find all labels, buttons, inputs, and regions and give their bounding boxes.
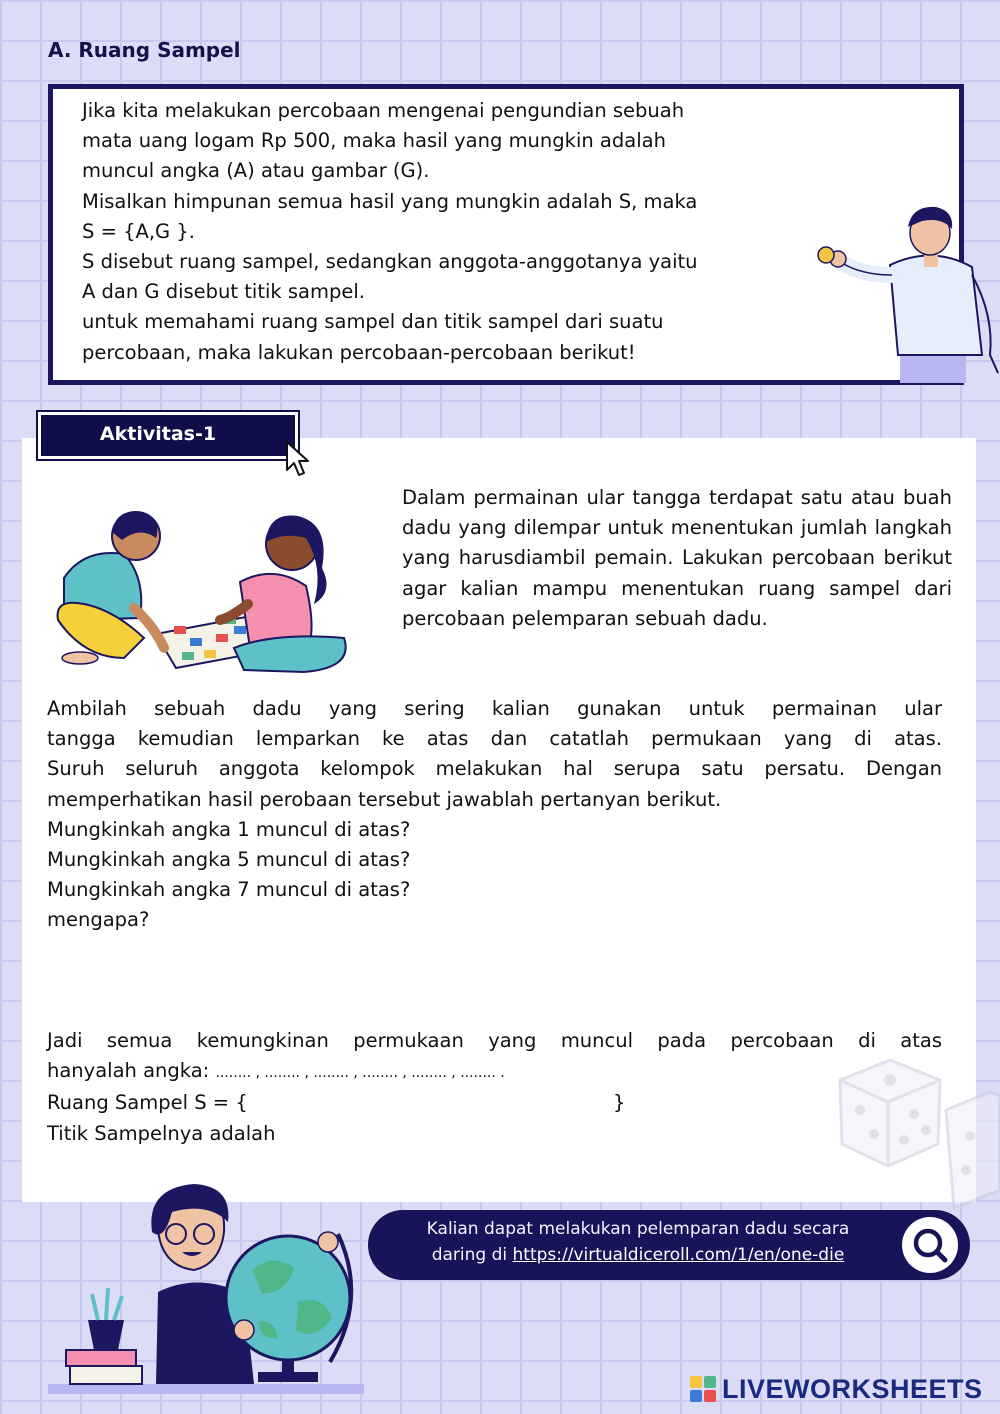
sample-space-line (47, 1088, 942, 1118)
section-title: A. Ruang Sampel (48, 38, 241, 62)
sample-space-label: Ruang Sampel S = { (47, 1091, 248, 1115)
intro-line: S disebut ruang sampel, sedangkan anggota-anggotanya yaitu (82, 250, 698, 274)
online-dice-text (388, 1216, 888, 1268)
intro-line: percobaan, maka lakukan percobaan-percobaan berikut! (82, 340, 636, 364)
cursor-icon (284, 440, 310, 480)
intro-line: S = {A,G }. (82, 219, 195, 243)
conclusion (47, 1026, 942, 1149)
kids-playing-board-game-illustration (44, 508, 364, 674)
intro-line: A dan G disebut titik sampel. (82, 280, 365, 304)
instruction-line: Suruh seluruh anggota kelompok melakukan hal serupa satu persatu. Dengan (47, 757, 942, 781)
sample-points-label: Titik Sampelnya adalah (47, 1121, 276, 1145)
question-2: Mungkinkah angka 5 muncul di atas? (47, 848, 411, 872)
answer-blanks[interactable]: ........ , ........ , ........ , ........ , ........ , ........ . (215, 1065, 505, 1082)
intro-line: mata uang logam Rp 500, maka hasil yang mungkin adalah (82, 129, 666, 153)
online-text-line (388, 1242, 888, 1268)
liveworksheets-logo (690, 1374, 983, 1404)
search-icon (902, 1217, 958, 1273)
intro-text (82, 96, 812, 368)
intro-line: Jika kita melakukan percobaan mengenai pengundian sebuah (82, 99, 685, 122)
teacher-with-globe-illustration (48, 1182, 368, 1396)
liveworksheets-logo-icon (690, 1376, 716, 1402)
instruction-line: memperhatikan hasil perobaan tersebut jawablah pertanyan berikut. (47, 787, 722, 811)
question-why: mengapa? (47, 908, 150, 932)
intro-line: muncul angka (A) atau gambar (G). (82, 159, 430, 183)
instruction-line: Ambilah sebuah dadu yang sering kalian gunakan untuk permainan ular (47, 697, 942, 720)
activity-body (47, 694, 942, 936)
answer-prefix: hanyalah angka: (47, 1059, 216, 1083)
online-text-prefix: daring di (431, 1245, 513, 1265)
sample-space-close-brace: } (613, 1091, 626, 1115)
online-text-line: Kalian dapat melakukan pelemparan dadu secara (426, 1219, 850, 1239)
answer-line (47, 1056, 942, 1088)
instruction-line: tangga kemudian lemparkan ke atas dan catatlah permukaan yang di atas. (47, 727, 942, 751)
online-dice-banner (368, 1210, 970, 1280)
virtual-dice-link[interactable]: https://virtualdiceroll.com/1/en/one-die (512, 1245, 845, 1265)
conclusion-line: Jadi semua kemungkinan permukaan yang muncul pada percobaan di atas (47, 1029, 942, 1052)
activity-tab: Aktivitas-1 (38, 412, 298, 459)
man-with-coin-illustration (812, 205, 1000, 383)
question-3: Mungkinkah angka 7 muncul di atas? (47, 878, 411, 902)
dice-intro-text: Dalam permainan ular tangga terdapat satu atau buah dadu yang dilempar untuk menentukan jumlah langkah yang harusdiambil pemain. Lakukan percobaan berikut agar kalian mampu menentukan ruang sampel dari percobaan pelemparan sebuah dadu. (402, 486, 952, 630)
intro-line: untuk memahami ruang sampel dan titik sampel dari suatu (82, 310, 664, 334)
search-button[interactable] (902, 1217, 958, 1273)
question-1: Mungkinkah angka 1 muncul di atas? (47, 817, 411, 841)
brand-name: LIVEWORKSHEETS (722, 1373, 983, 1404)
intro-line: Misalkan himpunan semua hasil yang mungkin adalah S, maka (82, 189, 698, 213)
